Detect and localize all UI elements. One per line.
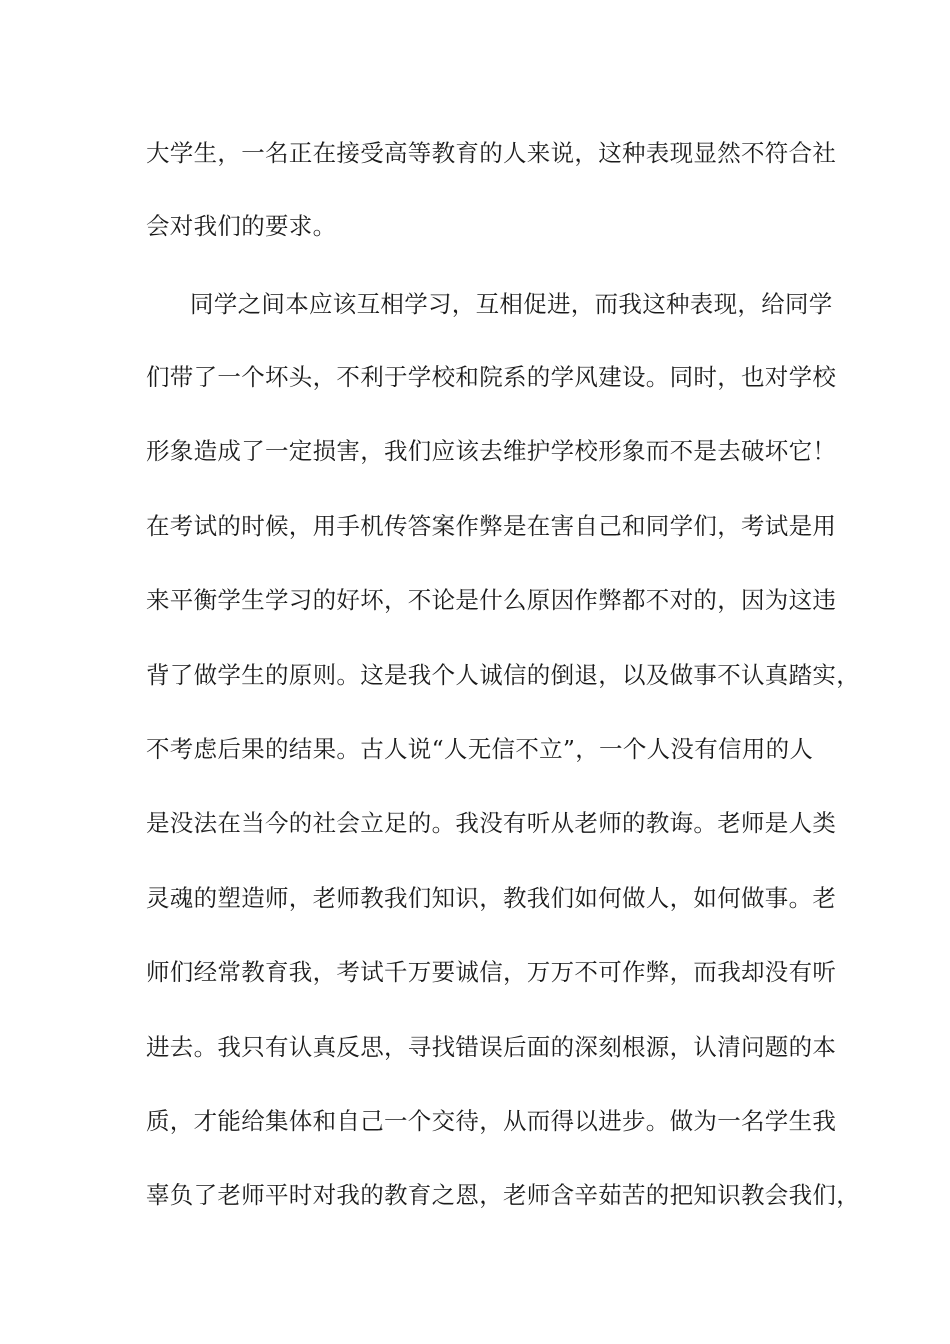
text-line: 在考试的时候，用手机传答案作弊是在害自己和同学们，考试是用: [146, 512, 837, 540]
text-line: 会对我们的要求。: [146, 212, 337, 240]
text-line: 来平衡学生学习的好坏，不论是什么原因作弊都不对的，因为这违: [146, 586, 837, 614]
paragraph-first-line: 同学之间本应该互相学习，互相促进，而我这种表现，给同学: [190, 290, 833, 318]
text-line: 大学生，一名正在接受高等教育的人来说，这种表现显然不符合社: [146, 139, 837, 167]
text-line: 辜负了老师平时对我的教育之恩，老师含辛茹苦的把知识教会我们，: [146, 1181, 860, 1209]
text-line: 灵魂的塑造师，老师教我们知识，教我们如何做人，如何做事。老: [146, 884, 837, 912]
text-line: 师们经常教育我，考试千万要诚信，万万不可作弊，而我却没有听: [146, 958, 837, 986]
text-line: 质，才能给集体和自己一个交待，从而得以进步。做为一名学生我: [146, 1107, 837, 1135]
text-line: 形象造成了一定损害，我们应该去维护学校形象而不是去破坏它！: [146, 437, 837, 465]
text-line: 不考虑后果的结果。古人说“人无信不立”，一个人没有信用的人: [146, 735, 814, 763]
text-line: 们带了一个坏头，不利于学校和院系的学风建设。同时，也对学校: [146, 363, 837, 391]
text-line: 进去。我只有认真反思，寻找错误后面的深刻根源，认清问题的本: [146, 1033, 837, 1061]
text-line: 是没法在当今的社会立足的。我没有听从老师的教诲。老师是人类: [146, 809, 837, 837]
text-line: 背了做学生的原则。这是我个人诚信的倒退，以及做事不认真踏实，: [146, 661, 860, 689]
